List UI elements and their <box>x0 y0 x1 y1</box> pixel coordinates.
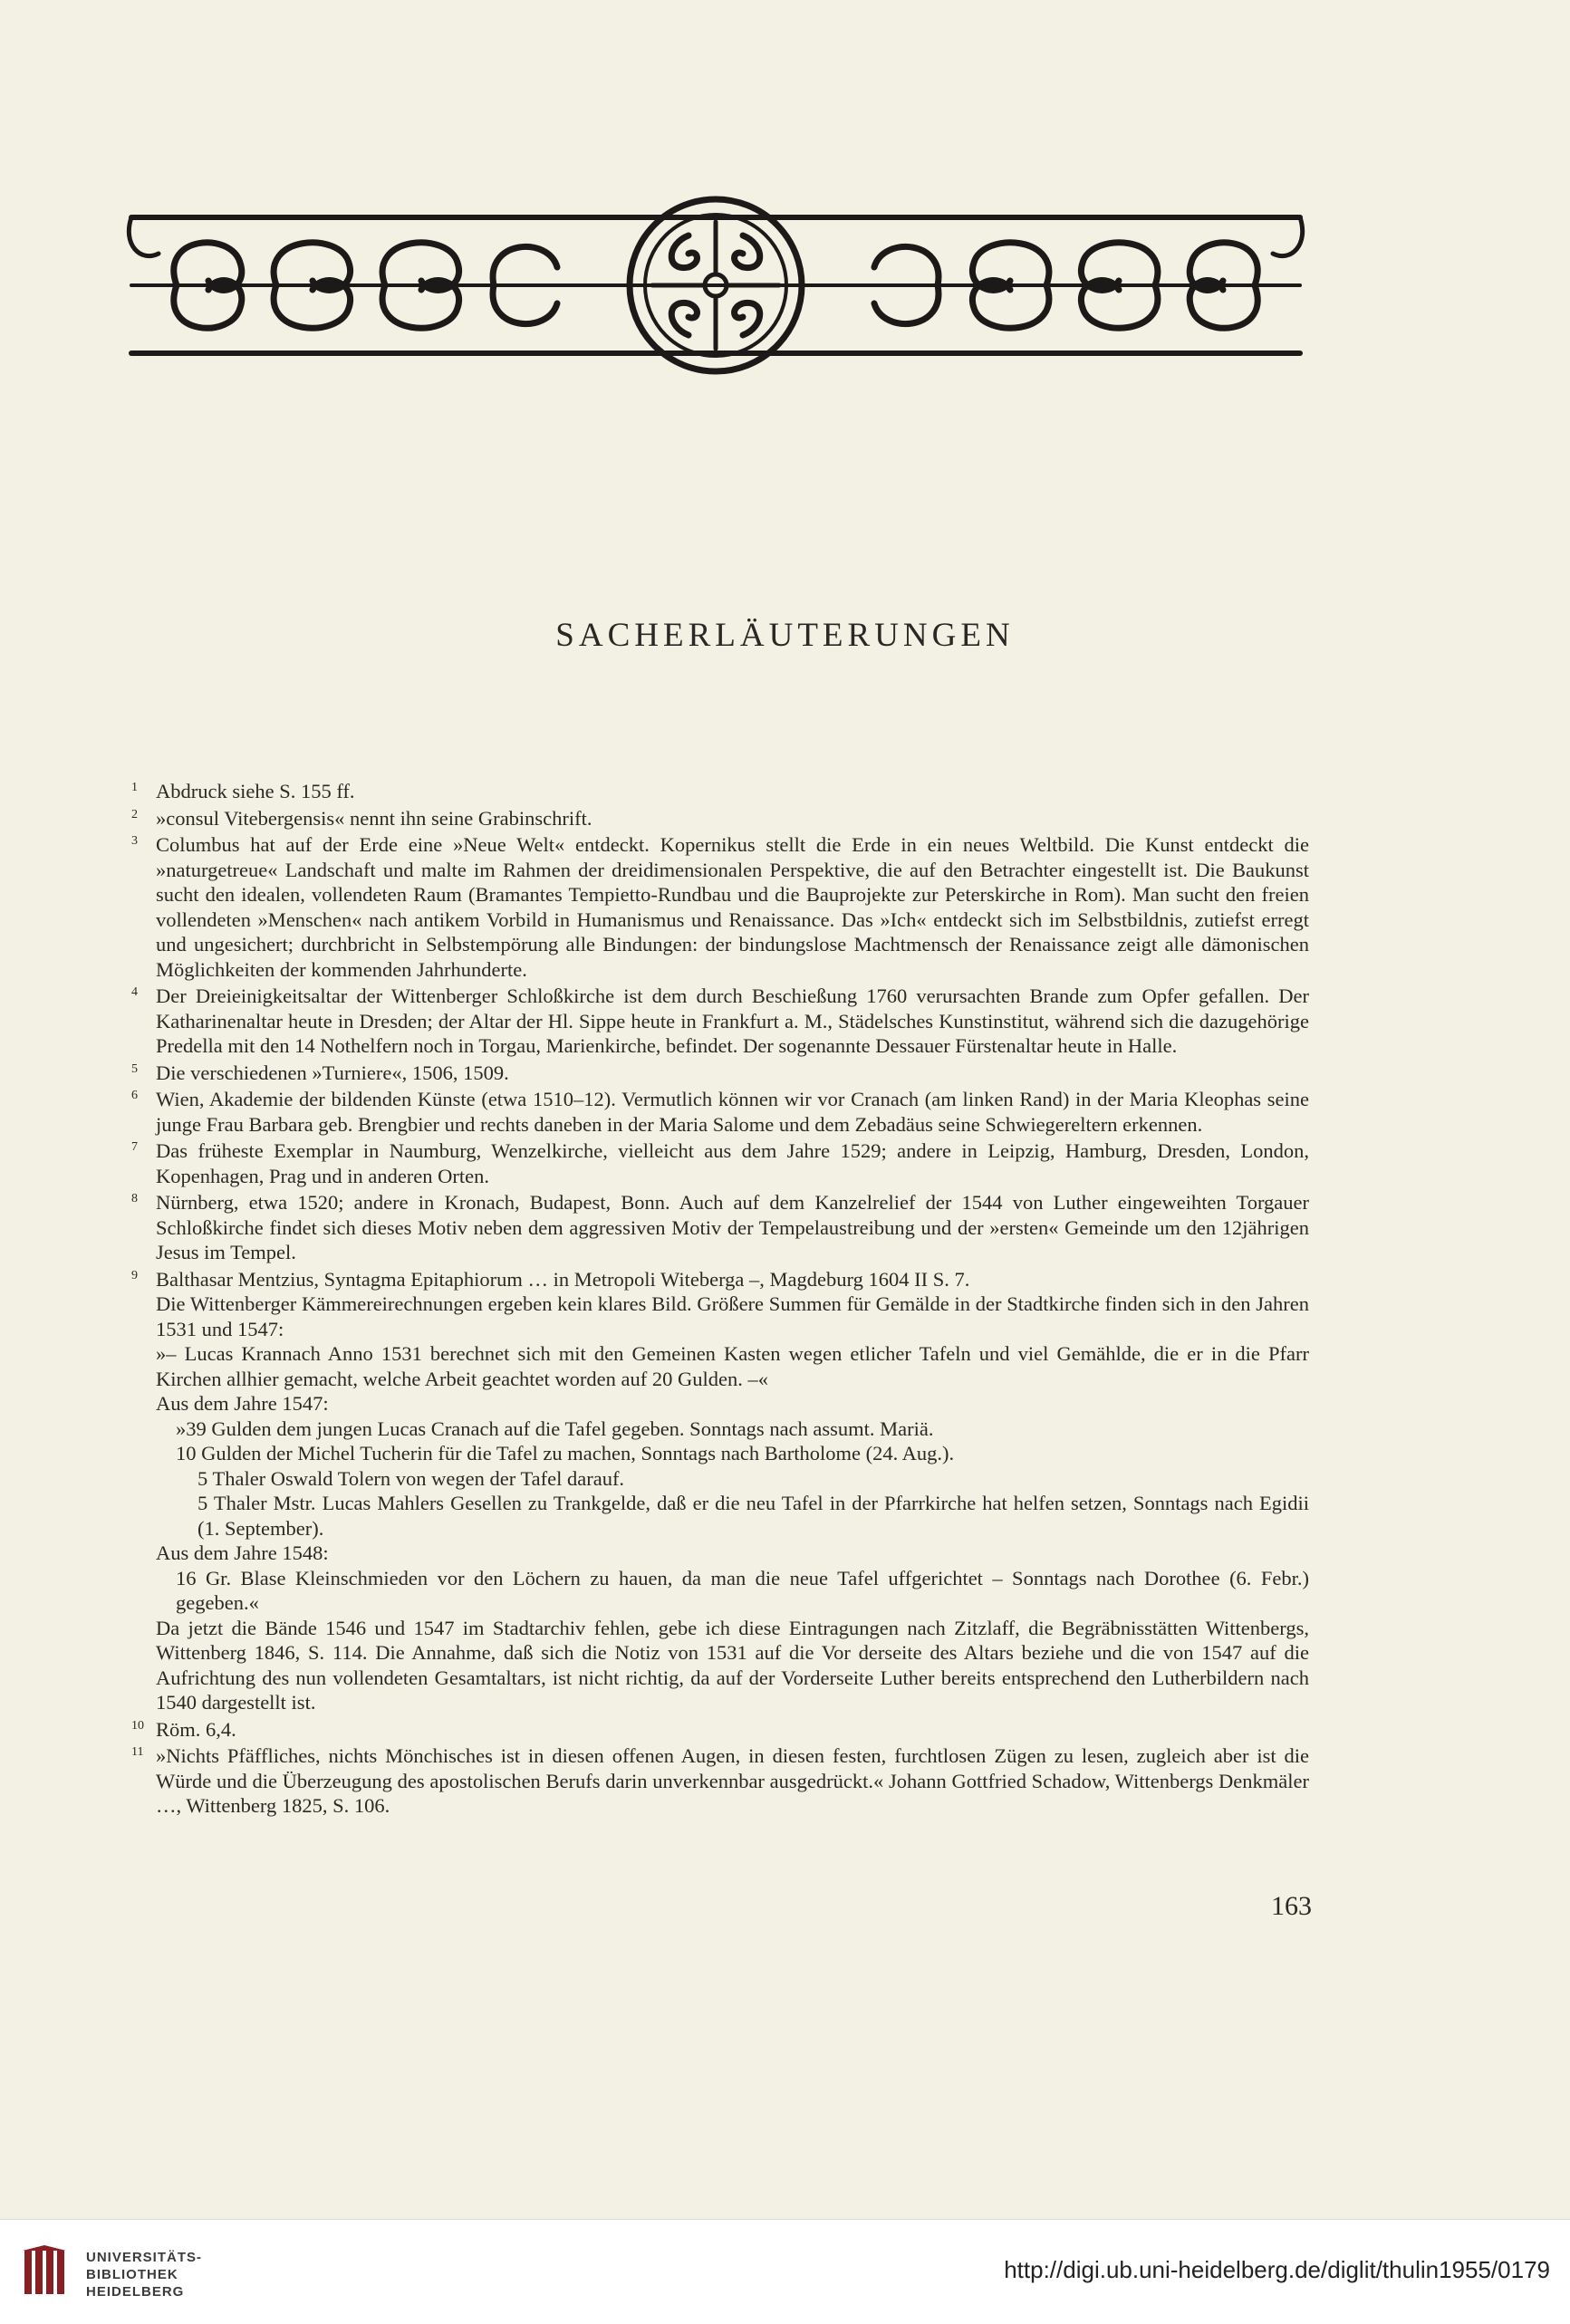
footnote-text: Nürnberg, etwa 1520; andere in Kronach, Budapest, Bonn. Auch auf dem Kanzelrelief der 1544 von Luther eingeweihten Torgauer Schloßkirche findet sich dieses Motiv neben dem aggressiven Motiv der Tempelaustreibung und der »ersten« Gemeinde um den 12jährigen Jesus im Tempel. <box>156 1191 1309 1263</box>
source-url[interactable]: http://digi.ub.uni-heidelberg.de/diglit/thulin1955/0179 <box>1004 2256 1550 2283</box>
library-name <box>86 2249 202 2300</box>
footnote-text: Abdruck siehe S. 155 ff. <box>156 780 355 802</box>
footnote-4 <box>131 984 1309 1059</box>
footnote-number: 2 <box>131 807 138 821</box>
footnote-text: Wien, Akademie der bildenden Künste (etwa 1510–12). Vermutlich können wir vor Cranach (am linken Rand) in der Maria Kleophas seine junge Frau Barbara geb. Brengbier und rechts daneben in der Maria Salome und dem Zebadäus seine Schwiegereltern erkennen. <box>156 1088 1309 1136</box>
footnote-10 <box>131 1717 1309 1743</box>
footnote-number: 9 <box>131 1268 138 1282</box>
footnote-entry: »39 Gulden dem jungen Lucas Cranach auf die Tafel gegeben. Sonntags nach assumt. Mariä. <box>176 1416 934 1440</box>
ornament-header <box>122 181 1309 389</box>
footnote-11 <box>131 1743 1309 1819</box>
footnote-number: 8 <box>131 1192 138 1205</box>
footnote-7 <box>131 1138 1309 1188</box>
library-name-line: HEIDELBERG <box>86 2284 185 2300</box>
footnote-number: 1 <box>131 781 138 794</box>
footnote-text: Da jetzt die Bände 1546 und 1547 im Stadtarchiv fehlen, gebe ich diese Eintragungen nach Zitzlaff, die Begräbnisstätten Wittenbergs, Wittenberg 1846, S. 114. Die Annahme, daß sich die Notiz von 1531 auf die Vor derseite des Altars beziehe und die von 1547 auf die Aufrichtung des nun vollendeten Gesamtaltars, ist nicht richtig, da auf der Vorderseite Luther bereits entsprechend den Lutherbildern nach 1540 dargestellt ist. <box>156 1616 1309 1714</box>
footnote-5 <box>131 1061 1309 1086</box>
footnote-number: 7 <box>131 1140 138 1154</box>
page-number: 163 <box>1271 1891 1312 1921</box>
footnote-8 <box>131 1190 1309 1265</box>
library-name-line: BIBLIOTHEK <box>86 2267 178 2282</box>
footnote-text: Die verschiedenen »Turniere«, 1506, 1509. <box>156 1061 509 1084</box>
footnote-number: 11 <box>131 1745 144 1759</box>
footnote-number: 6 <box>131 1089 138 1102</box>
footnote-9 <box>131 1267 1309 1715</box>
footnote-number: 10 <box>131 1718 144 1733</box>
footnote-entry: 5 Thaler Mstr. Lucas Mahlers Gesellen zu Trankgelde, daß er die neu Tafel in der Pfarrkirche hat helfen setzen, Sonntags nach Egidii (1. September). <box>197 1492 1309 1540</box>
footnote-1 <box>131 779 1309 804</box>
footnote-number: 5 <box>131 1061 138 1076</box>
page-title: SACHERLÄUTERUNGEN <box>555 617 1015 654</box>
footnote-text: »Nichts Pfäffliches, nichts Mönchisches ist in diesen offenen Augen, in diesen festen, furchtlosen Zügen zu lesen, zugleich aber ist die Würde und die Überzeugung des apostolischen Berufs darin unverkennbar ausgedrückt.« Johann Gottfried Schadow, Wittenbergs Denkmäler …, Wittenberg 1825, S. 106. <box>156 1744 1309 1817</box>
footnote-text: »consul Vitebergensis« nennt ihn seine Grabinschrift. <box>156 806 592 830</box>
footnote-entry: 16 Gr. Blase Kleinschmieden vor den Löchern zu hauen, da man die neue Tafel uffgerichtet – Sonntags nach Dorothee (6. Febr.) gegeben.« <box>176 1566 1309 1614</box>
footnote-entry: 5 Thaler Oswald Tolern von wegen der Tafel darauf. <box>197 1466 625 1490</box>
footnote-text: Das früheste Exemplar in Naumburg, Wenzelkirche, vielleicht aus dem Jahre 1529; andere in Leipzig, Hamburg, Dresden, London, Kopenhagen, Prag und in anderen Orten. <box>156 1139 1309 1187</box>
footnote-3 <box>131 832 1309 982</box>
footnote-number: 4 <box>131 985 138 999</box>
footnote-number: 3 <box>131 834 138 848</box>
footnotes <box>131 779 1309 1820</box>
footnote-text: Röm. 6,4. <box>156 1717 236 1741</box>
footnote-2 <box>131 806 1309 831</box>
footnote-entry: 10 Gulden der Michel Tucherin für die Tafel zu machen, Sonntags nach Bartholome (24. Aug.). <box>176 1442 955 1465</box>
footnote-6 <box>131 1087 1309 1137</box>
university-library-logo <box>23 2245 72 2300</box>
footnote-text: Aus dem Jahre 1547: <box>156 1392 329 1415</box>
footnote-text: Der Dreieinigkeitsaltar der Wittenberger Schloßkirche ist dem durch Beschießung 1760 verursachten Brande zum Opfer gefallen. Der Katharinenaltar heute in Dresden; der Altar der Hl. Sippe heute in Frankfurt a. M., Städelsches Kunstinstitut, während sich die dazugehörige Predella mit den 14 Nothelfern noch in Torgau, Marienkirche, befindet. Der sogenannte Dessauer Fürstenaltar heute in Halle. <box>156 984 1309 1057</box>
footer-banner <box>0 2219 1570 2324</box>
library-name-line: UNIVERSITÄTS- <box>86 2250 203 2265</box>
footnote-text: Aus dem Jahre 1548: <box>156 1541 329 1564</box>
footnote-quote: »– Lucas Krannach Anno 1531 berechnet sich mit den Gemeinen Kasten wegen etlicher Tafeln und viel Gemählde, die er in die Pfarr Kirchen allhier gemacht, welche Arbeit geachtet worden auf 20 Gulden. –« <box>156 1342 1309 1390</box>
footnote-text: Die Wittenberger Kämmereirechnungen ergeben kein klares Bild. Größere Summen für Gemälde in der Stadtkirche finden sich in den Jahren 1531 und 1547: <box>156 1292 1309 1340</box>
footnote-text: Columbus hat auf der Erde eine »Neue Welt« entdeckt. Kopernikus stellt die Erde in ein neues Weltbild. Die Kunst entdeckt die »naturgetreue« Landschaft und malte im Rahmen der dreidimensionalen Perspektive, die auf den Betrachter eingestellt ist. Die Baukunst sucht den idealen, vollendeten Raum (Bramantes Tempietto-Rundbau und die Bauprojekte zur Peterskirche in Rom). Man sucht den freien vollendeten »Menschen« nach antikem Vorbild in Humanismus und Renaissance. Das »Ich« entdeckt sich im Selbstbildnis, zutiefst erregt und ungesichert; durchbricht in Selbstempörung alle Bindungen: der bindungslose Machtmensch der Renaissance zeigt alle dämonischen Möglichkeiten der kommenden Jahrhunderte. <box>156 833 1309 981</box>
footnote-text: Balthasar Mentzius, Syntagma Epitaphiorum … in Metropoli Witeberga –, Magdeburg 1604 II S. 7. <box>156 1267 970 1291</box>
